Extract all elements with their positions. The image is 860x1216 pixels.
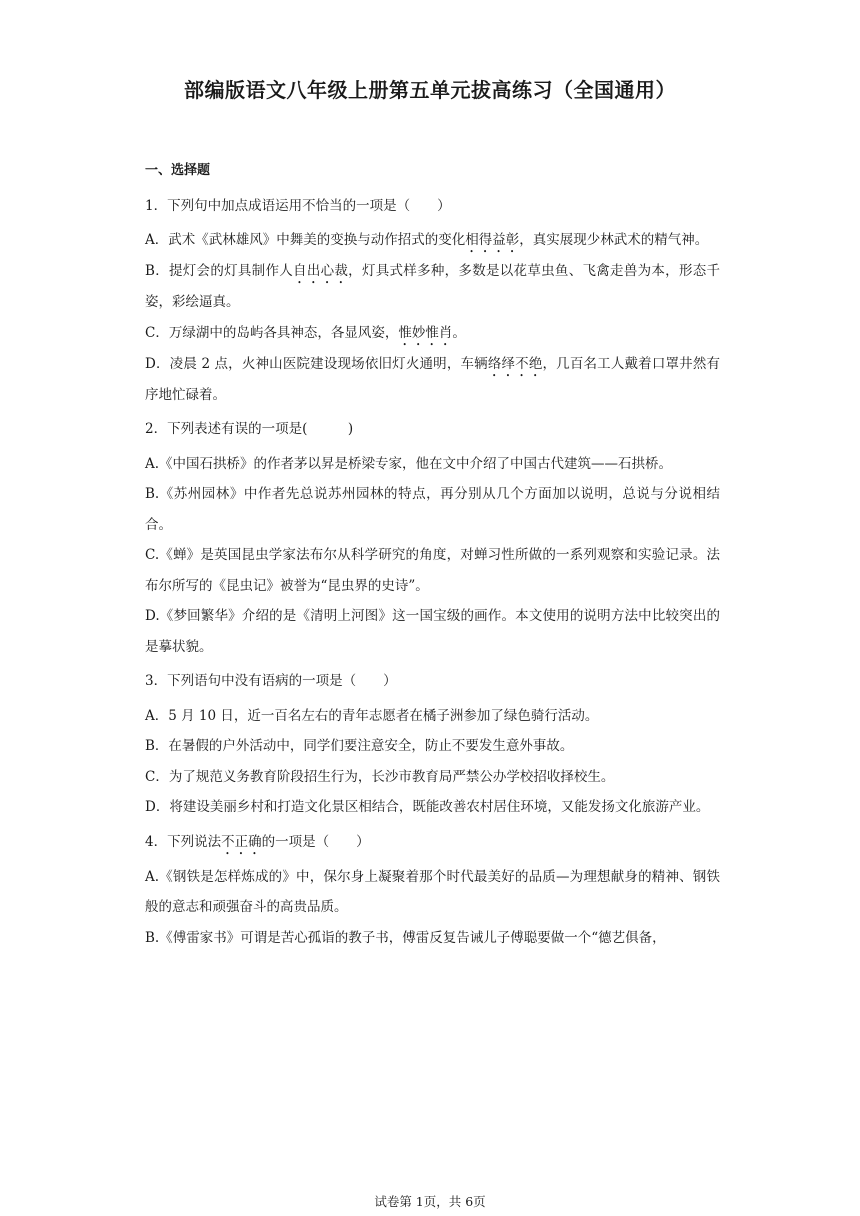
page-title: 部编版语文八年级上册第五单元拔高练习（全国通用） [184, 78, 676, 102]
option-b: B.《苏州园林》中作者先总说苏州园林的特点，再分别从几个方面加以说明，总说与分说相结合。 [145, 486, 720, 533]
option-a: A．5 月 10 日，近一百名左右的青年志愿者在橘子洲参加了绿色骑行活动。 [145, 707, 599, 724]
option-c: C．为了规范义务教育阶段招生行为，长沙市教育局严禁公办学校招收择校生。 [145, 768, 615, 785]
question-stem: 4．下列说法不正确的一项是（ ） [145, 833, 370, 850]
question-stem: 1．下列句中加点成语运用不恰当的一项是（ ） [145, 197, 451, 214]
question-3 [145, 666, 720, 823]
option-a: A．武术《武林雄风》中舞美的变换与动作招式的变化相得益彰，真实展现少林武术的精气神。 [145, 232, 709, 248]
question-1 [145, 191, 720, 411]
question-stem: 3．下列语句中没有语病的一项是（ ） [145, 673, 397, 689]
option-d: D.《梦回繁华》介绍的是《清明上河图》这一国宝级的画作。本文使用的说明方法中比较突出的是摹状貌。 [145, 608, 720, 655]
option-c: C.《蝉》是英国昆虫学家法布尔从科学研究的角度，对蝉习性所做的一系列观察和实验记录。法布尔所写的《昆虫记》被誉为“昆虫界的史诗”。 [145, 547, 720, 594]
option-d: D．凌晨 2 点，火神山医院建设现场依旧灯火通明，车辆络绎不绝，几百名工人戴着口罩井然有序地忙碌着。 [145, 355, 720, 403]
option-a: A.《中国石拱桥》的作者茅以昇是桥梁专家，他在文中介绍了中国古代建筑——石拱桥。 [145, 455, 673, 472]
question-list [145, 156, 720, 953]
option-b: B．提灯会的灯具制作人自出心裁，灯具式样多种，多数是以花草虫鱼、飞禽走兽为本，形态千姿，彩绘逼真。 [145, 263, 721, 310]
option-b: B.《傅雷家书》可谓是苦心孤诣的教子书，傅雷反复告诫儿子傅聪要做一个“德艺俱备， [145, 929, 666, 946]
page-footer: 试卷第 1页，共 6页 [374, 1194, 486, 1209]
option-b: B．在暑假的户外活动中，同学们要注意安全，防止不要发生意外事故。 [145, 738, 574, 754]
option-a: A.《钢铁是怎样炼成的》中，保尔身上凝聚着那个时代最美好的品质—为理想献身的精神、钢铁般的意志和顽强奋斗的高贵品质。 [145, 868, 720, 915]
question-4 [145, 827, 720, 954]
option-d: D．将建设美丽乡村和打造文化景区相结合，既能改善农村居住环境，又能发扬文化旅游产业。 [145, 799, 710, 815]
section-heading: 一、选择题 [145, 163, 211, 178]
question-stem: 2．下列表述有误的一项是( ) [145, 421, 354, 437]
question-2 [145, 414, 720, 662]
option-c: C．万绿湖中的岛屿各具神态，各显风姿，惟妙惟肖。 [145, 324, 466, 341]
